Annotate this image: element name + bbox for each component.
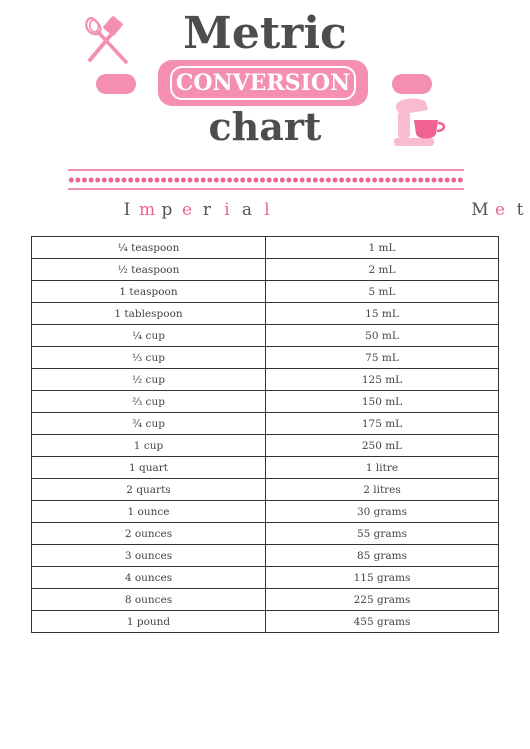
rolling-pin-left-handle <box>96 74 136 94</box>
rolling-pin-right-handle <box>392 74 432 94</box>
metric-cell: 2 mL <box>266 259 499 281</box>
imperial-cell: 1 ounce <box>32 501 266 523</box>
column-header-metric: M e t <box>471 200 524 220</box>
metric-cell: 125 mL <box>266 369 499 391</box>
table-row <box>32 391 499 413</box>
metric-cell: 455 grams <box>266 611 499 633</box>
metric-cell: 175 mL <box>266 413 499 435</box>
metric-cell: 30 grams <box>266 501 499 523</box>
table-row <box>32 611 499 633</box>
metric-cell: 225 grams <box>266 589 499 611</box>
metric-cell: 1 mL <box>266 237 499 259</box>
table-row <box>32 413 499 435</box>
table-row <box>32 523 499 545</box>
table-row <box>32 237 499 259</box>
divider-top <box>68 169 464 171</box>
imperial-cell: 1 quart <box>32 457 266 479</box>
table-row <box>32 567 499 589</box>
imperial-cell: ¼ cup <box>32 325 266 347</box>
metric-cell: 75 mL <box>266 347 499 369</box>
imperial-cell: 3 ounces <box>32 545 266 567</box>
table-row <box>32 303 499 325</box>
stand-mixer-icon <box>390 96 450 152</box>
table-row <box>32 281 499 303</box>
table-row <box>32 259 499 281</box>
imperial-cell: 1 cup <box>32 435 266 457</box>
table-row <box>32 369 499 391</box>
title-metric: Metric <box>183 8 347 59</box>
dotted-divider <box>68 176 464 184</box>
title-chart: chart <box>208 104 322 149</box>
metric-cell: 250 mL <box>266 435 499 457</box>
banner-title: CONVERSION <box>170 66 356 100</box>
imperial-cell: 1 tablespoon <box>32 303 266 325</box>
imperial-cell: 1 pound <box>32 611 266 633</box>
imperial-cell: 2 quarts <box>32 479 266 501</box>
metric-cell: 50 mL <box>266 325 499 347</box>
conversion-table <box>31 236 499 633</box>
metric-cell: 85 grams <box>266 545 499 567</box>
imperial-cell: ¼ teaspoon <box>32 237 266 259</box>
imperial-cell: ⅓ cup <box>32 347 266 369</box>
metric-cell: 115 grams <box>266 567 499 589</box>
table-row <box>32 457 499 479</box>
divider-bottom <box>68 188 464 190</box>
table-row <box>32 589 499 611</box>
metric-cell: 55 grams <box>266 523 499 545</box>
imperial-cell: 4 ounces <box>32 567 266 589</box>
table-row <box>32 325 499 347</box>
column-header-imperial: I m p e r i a l <box>123 200 270 220</box>
metric-cell: 150 mL <box>266 391 499 413</box>
table-row <box>32 545 499 567</box>
table-row <box>32 501 499 523</box>
imperial-cell: 8 ounces <box>32 589 266 611</box>
imperial-cell: ⅔ cup <box>32 391 266 413</box>
metric-cell: 1 litre <box>266 457 499 479</box>
imperial-cell: ½ cup <box>32 369 266 391</box>
metric-cell: 5 mL <box>266 281 499 303</box>
imperial-cell: ½ teaspoon <box>32 259 266 281</box>
imperial-cell: ¾ cup <box>32 413 266 435</box>
table-row <box>32 479 499 501</box>
table-row <box>32 347 499 369</box>
metric-cell: 2 litres <box>266 479 499 501</box>
table-row <box>32 435 499 457</box>
imperial-cell: 1 teaspoon <box>32 281 266 303</box>
metric-cell: 15 mL <box>266 303 499 325</box>
imperial-cell: 2 ounces <box>32 523 266 545</box>
